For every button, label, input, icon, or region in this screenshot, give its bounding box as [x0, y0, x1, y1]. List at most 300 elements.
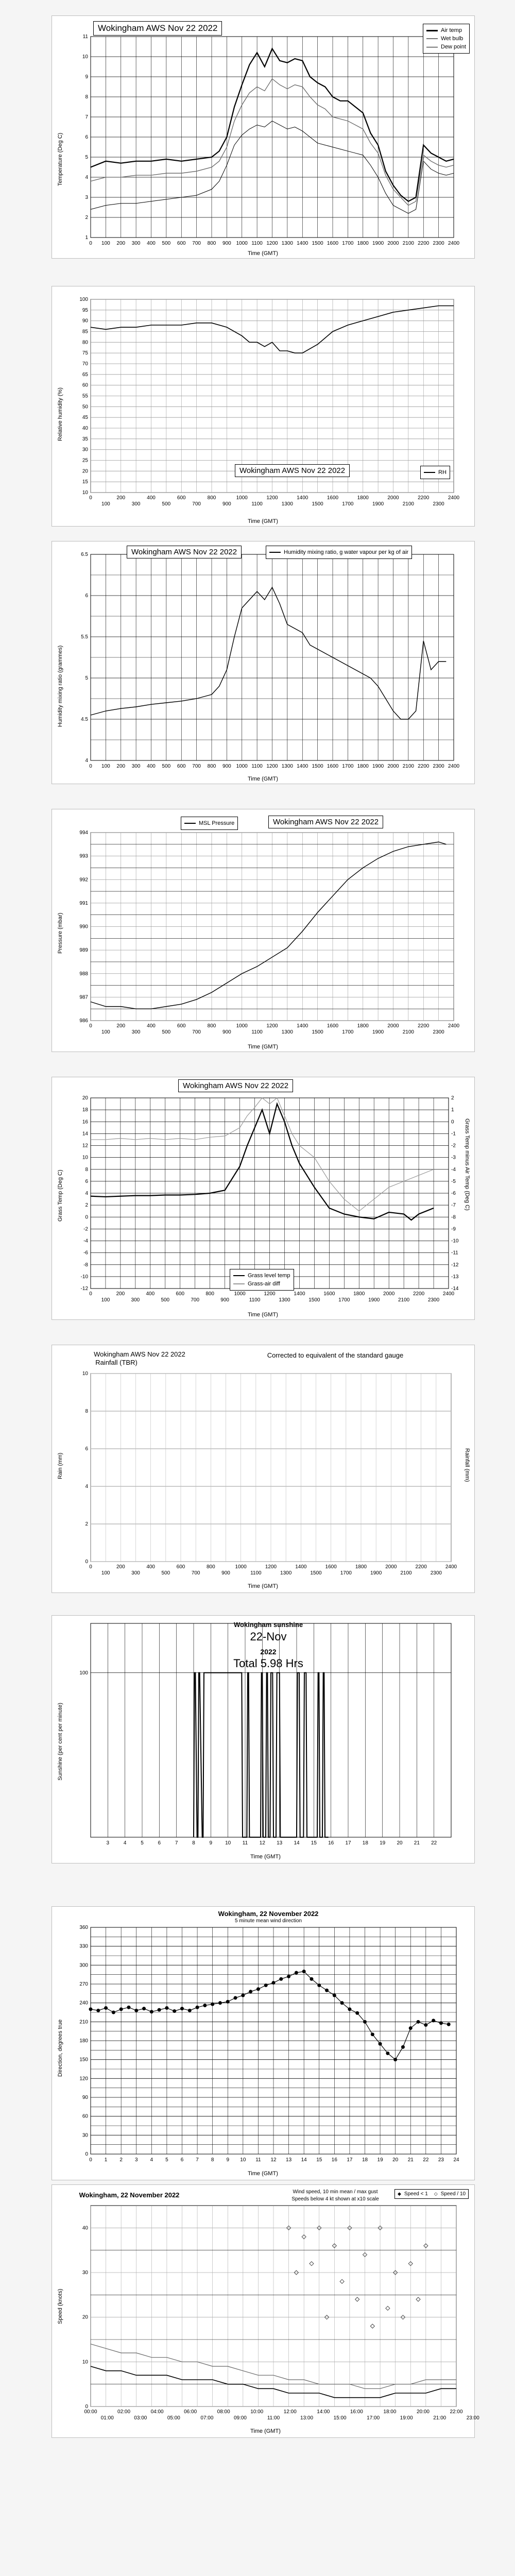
y-tick-label: 1	[85, 235, 88, 241]
x-tick-label: 12:00	[283, 2409, 297, 2415]
x-tick-label: 05:00	[167, 2415, 180, 2421]
y2-tick-label: -13	[451, 1274, 459, 1280]
temperature-x-label: Time (GMT)	[248, 250, 278, 257]
x-tick-label: 12	[259, 1840, 265, 1846]
mixing-ratio-chart-title: Wokingham AWS Nov 22 2022	[127, 546, 242, 558]
x-tick-label: 19	[380, 1840, 386, 1846]
legend-air-temp: Air temp	[426, 26, 466, 35]
humidity-legend	[420, 466, 450, 479]
x-tick-label: 400	[146, 1291, 155, 1297]
y-tick-label: 10	[82, 1371, 88, 1377]
y-tick-label: 60	[82, 382, 88, 388]
direction-point	[302, 1970, 306, 1973]
y-tick-label: -2	[83, 1226, 88, 1232]
y-tick-label: 991	[79, 900, 88, 906]
sunshine-chart-title: Wokingham sunshine	[233, 1621, 303, 1629]
y-tick-label: 2	[85, 1202, 88, 1209]
wind-direction-chart	[52, 1906, 475, 2180]
x-tick-label: 1600	[327, 764, 339, 769]
x-tick-label: 5	[141, 1840, 144, 1846]
x-tick-label: 1400	[297, 1023, 308, 1029]
x-tick-label: 1000	[236, 495, 248, 501]
y-tick-label: 10	[82, 1155, 88, 1161]
wind-speed-title: Wokingham, 22 November 2022	[79, 2191, 180, 2199]
x-tick-label: 2	[119, 2157, 123, 2163]
x-tick-label: 1200	[266, 1023, 278, 1029]
x-tick-label: 2000	[387, 495, 399, 501]
x-tick-label: 100	[101, 241, 110, 246]
x-tick-label: 100	[101, 764, 110, 769]
direction-point	[211, 2003, 214, 2006]
legend-grass-level: Grass level temp	[233, 1272, 290, 1280]
y-tick-label: 0	[85, 1559, 88, 1565]
wind-direction-y-label: Direction, degrees true	[57, 2019, 63, 2077]
y-tick-label: 14	[82, 1131, 88, 1137]
y-tick-label: 992	[79, 877, 88, 883]
x-tick-label: 1700	[338, 1297, 350, 1303]
x-tick-label: 1200	[265, 1564, 277, 1570]
y-tick-label: 100	[79, 1670, 88, 1676]
wind-speed-y-label: Speed (knots)	[57, 2289, 63, 2324]
rainfall-plot	[52, 1345, 474, 1592]
x-tick-label: 300	[131, 501, 141, 507]
x-tick-label: 900	[220, 1297, 229, 1303]
direction-point	[234, 1996, 237, 1999]
y-tick-label: 70	[82, 361, 88, 367]
x-tick-label: 500	[162, 764, 171, 769]
y-tick-label: 100	[79, 297, 88, 302]
x-tick-label: 1400	[297, 764, 308, 769]
y-tick-label: 55	[82, 393, 88, 399]
direction-point	[196, 2006, 199, 2009]
x-tick-label: 800	[207, 495, 216, 501]
direction-point	[104, 2006, 108, 2010]
x-tick-label: 0	[89, 764, 92, 769]
wind-speed-legend	[394, 2189, 469, 2199]
y-tick-label: 330	[79, 1943, 88, 1950]
y-tick-label: 2	[85, 215, 88, 221]
x-tick-label: 23	[438, 2157, 444, 2163]
x-tick-label: 1100	[249, 1297, 261, 1303]
x-tick-label: 1300	[281, 241, 293, 246]
x-tick-label: 400	[147, 764, 156, 769]
y-tick-label: 65	[82, 371, 88, 378]
x-tick-label: 2300	[433, 501, 444, 507]
y-tick-label: 18	[82, 1107, 88, 1113]
x-tick-label: 0	[89, 1564, 92, 1570]
y-tick-label: 300	[79, 1962, 88, 1969]
y-tick-label: 16	[82, 1119, 88, 1125]
x-tick-label: 2000	[387, 241, 399, 246]
legend-speed-lt-1: ◆ Speed < 1 ◇ Speed / 10	[398, 2191, 466, 2197]
x-tick-label: 4	[150, 2157, 153, 2163]
y-tick-label: 30	[82, 2132, 88, 2139]
x-tick-label: 900	[221, 1570, 230, 1576]
x-tick-label: 14:00	[317, 2409, 330, 2415]
x-tick-label: 400	[147, 241, 156, 246]
y-tick-label: 8	[85, 1409, 88, 1414]
y2-tick-label: -12	[451, 1262, 459, 1268]
x-tick-label: 600	[177, 1023, 186, 1029]
x-tick-label: 0	[89, 1023, 92, 1029]
x-tick-label: 2000	[383, 1291, 395, 1297]
x-tick-label: 13:00	[300, 2415, 314, 2421]
x-tick-label: 1600	[327, 495, 339, 501]
x-tick-label: 18	[362, 1840, 368, 1846]
sunshine-x-label: Time (GMT)	[250, 1854, 281, 1860]
direction-point	[173, 2009, 176, 2013]
x-tick-label: 500	[161, 1297, 170, 1303]
temperature-chart-title: Wokingham AWS Nov 22 2022	[93, 21, 222, 36]
x-tick-label: 800	[207, 1023, 216, 1029]
x-tick-label: 100	[101, 501, 110, 507]
x-tick-label: 1000	[236, 1023, 248, 1029]
wind-speed-chart	[52, 2184, 479, 2438]
y-tick-label: 12	[82, 1143, 88, 1149]
direction-point	[188, 2009, 192, 2012]
x-tick-label: 14	[301, 2157, 307, 2163]
x-tick-label: 01:00	[100, 2415, 114, 2421]
x-tick-label: 00:00	[84, 2409, 97, 2415]
x-tick-label: 2100	[398, 1297, 410, 1303]
humidity-chart	[52, 286, 475, 527]
y-tick-label: 10	[82, 2359, 88, 2365]
x-tick-label: 22	[423, 2157, 429, 2163]
humidity-y-label: Relative humidity (%)	[57, 387, 63, 441]
x-tick-label: 700	[192, 241, 201, 246]
x-tick-label: 800	[207, 764, 216, 769]
y-tick-label: 210	[79, 2019, 88, 2025]
y-tick-label: 5	[85, 155, 88, 160]
pressure-y-label: Pressure (mbar)	[57, 912, 63, 954]
humidity-x-label: Time (GMT)	[248, 518, 278, 524]
x-tick-label: 1900	[372, 764, 384, 769]
x-tick-label: 1300	[279, 1297, 290, 1303]
y2-tick-label: 2	[451, 1095, 454, 1101]
x-tick-label: 700	[192, 1029, 201, 1035]
wind-speed-subtitle: Wind speed, 10 min mean / max gust	[293, 2189, 378, 2195]
y-tick-label: 240	[79, 2000, 88, 2006]
y-tick-label: 6	[85, 1446, 88, 1452]
x-tick-label: 14	[294, 1840, 300, 1846]
direction-point	[127, 2006, 130, 2009]
direction-point	[317, 1984, 321, 1987]
y-tick-label: 986	[79, 1018, 88, 1024]
direction-point	[447, 2023, 451, 2026]
direction-point	[348, 2007, 351, 2011]
y-tick-label: 4	[85, 1191, 88, 1196]
y-tick-label: 90	[82, 318, 88, 324]
x-tick-label: 1900	[370, 1570, 382, 1576]
direction-point	[249, 1990, 252, 1993]
y-tick-label: 11	[82, 34, 88, 40]
x-tick-label: 2400	[442, 1291, 455, 1297]
x-tick-label: 2400	[448, 241, 460, 246]
y-tick-label: 987	[79, 994, 88, 1001]
mixing-ratio-y-label: Humidity mixing ratio (grammes)	[57, 645, 63, 727]
y-tick-label: 4.5	[81, 717, 88, 722]
direction-point	[218, 2001, 222, 2005]
direction-point	[439, 2021, 443, 2025]
direction-point	[134, 2009, 138, 2012]
x-tick-label: 800	[205, 1291, 215, 1297]
y-tick-label: 40	[82, 2225, 88, 2231]
x-tick-label: 1200	[266, 495, 278, 501]
y-tick-label: 60	[82, 2113, 88, 2120]
y2-tick-label: -3	[451, 1155, 456, 1161]
y-tick-label: -12	[80, 1286, 88, 1292]
x-tick-label: 16	[328, 1840, 334, 1846]
x-tick-label: 800	[207, 241, 216, 246]
y2-tick-label: -9	[451, 1226, 456, 1232]
direction-point	[96, 2009, 100, 2012]
direction-point	[165, 2006, 168, 2010]
rain-y2-label: Rainfall (mm)	[464, 1448, 470, 1482]
y-tick-label: 35	[82, 436, 88, 442]
x-tick-label: 2100	[402, 241, 414, 246]
x-tick-label: 7	[175, 1840, 178, 1846]
y-tick-label: 7	[85, 114, 88, 120]
y-tick-label: 5.5	[81, 634, 88, 640]
wind-direction-subtitle: 5 minute mean wind direction	[234, 1918, 302, 1924]
x-tick-label: 2100	[402, 1029, 414, 1035]
direction-point	[424, 2023, 427, 2027]
y-tick-label: 20	[82, 468, 88, 474]
x-tick-label: 2400	[448, 495, 460, 501]
x-tick-label: 1700	[342, 241, 354, 246]
legend-msl-pressure: MSL Pressure	[184, 819, 234, 827]
sunshine-y-label: Sunshine (per cent per minute)	[57, 1702, 63, 1781]
x-tick-label: 2000	[387, 1023, 399, 1029]
y-tick-label: -6	[83, 1250, 88, 1256]
x-tick-label: 1700	[342, 1029, 354, 1035]
x-tick-label: 1300	[281, 1029, 293, 1035]
y-tick-label: 85	[82, 329, 88, 335]
y2-tick-label: -2	[451, 1143, 456, 1149]
wind-direction-title: Wokingham, 22 November 2022	[218, 1910, 319, 1918]
x-tick-label: 11	[255, 2157, 261, 2163]
y-tick-label: 360	[79, 1925, 88, 1930]
y-tick-label: 80	[82, 340, 88, 346]
x-tick-label: 08:00	[217, 2409, 230, 2415]
x-tick-label: 2000	[385, 1564, 397, 1570]
x-tick-label: 300	[131, 1570, 140, 1576]
x-tick-label: 200	[116, 1023, 126, 1029]
x-tick-label: 500	[162, 501, 171, 507]
x-tick-label: 1100	[251, 764, 263, 769]
x-tick-label: 2300	[433, 241, 444, 246]
x-tick-label: 5	[165, 2157, 168, 2163]
x-tick-label: 10:00	[250, 2409, 264, 2415]
x-tick-label: 900	[222, 1029, 231, 1035]
x-tick-label: 21:00	[433, 2415, 447, 2421]
x-tick-label: 1000	[236, 241, 248, 246]
y-tick-label: 45	[82, 415, 88, 421]
y-tick-label: 0	[85, 1214, 88, 1221]
direction-point	[371, 2032, 374, 2036]
x-tick-label: 1400	[297, 495, 308, 501]
pressure-chart	[52, 809, 475, 1052]
y-tick-label: -10	[80, 1274, 88, 1280]
y-tick-label: 6.5	[81, 552, 88, 557]
direction-point	[279, 1977, 283, 1981]
y-tick-label: 989	[79, 947, 88, 954]
x-tick-label: 1800	[355, 1564, 367, 1570]
x-tick-label: 700	[191, 1570, 200, 1576]
x-tick-label: 1700	[340, 1570, 352, 1576]
x-tick-label: 10	[225, 1840, 231, 1846]
y2-tick-label: -5	[451, 1178, 456, 1184]
x-tick-label: 100	[101, 1029, 110, 1035]
x-tick-label: 900	[222, 501, 231, 507]
wind-speed-plot	[52, 2185, 479, 2437]
direction-point	[355, 2011, 359, 2015]
grass-chart-title: Wokingham AWS Nov 22 2022	[178, 1079, 293, 1092]
y-tick-label: -8	[83, 1262, 88, 1268]
y-tick-label: 50	[82, 404, 88, 410]
y2-tick-label: -4	[451, 1166, 456, 1173]
sunshine-total: Total 5.98 Hrs	[233, 1657, 303, 1670]
x-tick-label: 500	[162, 241, 171, 246]
x-tick-label: 0	[89, 241, 92, 246]
y-tick-label: 9	[85, 74, 88, 80]
x-tick-label: 200	[116, 1564, 125, 1570]
x-tick-label: 6	[158, 1840, 161, 1846]
y-tick-label: 8	[85, 94, 88, 100]
x-tick-label: 1600	[327, 1023, 339, 1029]
legend-dew-point: Dew point	[426, 43, 466, 51]
mixing-ratio-x-label: Time (GMT)	[248, 776, 278, 782]
x-tick-label: 1800	[357, 241, 369, 246]
direction-point	[417, 2020, 420, 2024]
x-tick-label: 1300	[281, 501, 293, 507]
x-tick-label: 07:00	[200, 2415, 214, 2421]
x-tick-label: 1700	[342, 501, 354, 507]
y2-tick-label: -6	[451, 1191, 456, 1196]
x-tick-label: 21	[407, 2157, 414, 2163]
y2-tick-label: -11	[451, 1250, 458, 1256]
temperature-legend	[423, 24, 470, 54]
wind-speed-x-label: Time (GMT)	[250, 2428, 281, 2434]
x-tick-label: 15	[311, 1840, 317, 1846]
direction-point	[333, 1994, 336, 1997]
direction-point	[264, 1984, 268, 1987]
x-tick-label: 20	[397, 1840, 403, 1846]
y-tick-label: 0	[85, 2404, 88, 2410]
x-tick-label: 17	[347, 2157, 353, 2163]
direction-point	[325, 1989, 329, 1992]
x-tick-label: 13	[286, 2157, 292, 2163]
x-tick-label: 1300	[280, 1570, 292, 1576]
y-tick-label: 10	[82, 54, 88, 60]
pressure-x-label: Time (GMT)	[248, 1044, 278, 1050]
x-tick-label: 1500	[308, 1297, 320, 1303]
y-tick-label: 4	[85, 1484, 88, 1489]
x-tick-label: 1500	[312, 764, 323, 769]
y-tick-label: 25	[82, 457, 88, 464]
x-tick-label: 4	[123, 1840, 127, 1846]
x-tick-label: 600	[177, 495, 186, 501]
direction-point	[295, 1971, 298, 1975]
x-tick-label: 3	[106, 1840, 110, 1846]
x-tick-label: 1700	[342, 764, 354, 769]
direction-point	[241, 1994, 245, 1997]
x-tick-label: 18:00	[383, 2409, 397, 2415]
y-tick-label: 40	[82, 426, 88, 431]
x-tick-label: 1000	[234, 1291, 246, 1297]
humidity-chart-title: Wokingham AWS Nov 22 2022	[235, 464, 350, 477]
temperature-y-label: Temperature (Deg C)	[57, 132, 63, 186]
x-tick-label: 600	[177, 241, 186, 246]
temperature-chart	[52, 15, 475, 259]
direction-point	[409, 2026, 413, 2030]
x-tick-label: 2400	[448, 1023, 460, 1029]
x-tick-label: 500	[162, 1029, 171, 1035]
direction-point	[386, 2052, 389, 2055]
x-tick-label: 17:00	[367, 2415, 380, 2421]
direction-point	[287, 1975, 290, 1978]
x-tick-label: 9	[226, 2157, 230, 2163]
x-tick-label: 1300	[281, 764, 293, 769]
x-tick-label: 1900	[368, 1297, 380, 1303]
x-tick-label: 8	[192, 1840, 195, 1846]
legend-rh: RH	[424, 468, 447, 477]
y-tick-label: 75	[82, 350, 88, 357]
x-tick-label: 8	[211, 2157, 214, 2163]
direction-point	[89, 2007, 93, 2011]
x-tick-label: 1200	[266, 764, 278, 769]
mixing-ratio-legend	[266, 546, 412, 559]
x-tick-label: 900	[222, 764, 231, 769]
x-tick-label: 24	[453, 2157, 459, 2163]
y2-tick-label: -8	[451, 1214, 456, 1221]
y-tick-label: 10	[82, 490, 88, 496]
x-tick-label: 1900	[372, 1029, 384, 1035]
x-tick-label: 7	[196, 2157, 199, 2163]
x-tick-label: 9	[209, 1840, 213, 1846]
y-tick-label: 15	[82, 479, 88, 485]
x-tick-label: 21	[414, 1840, 420, 1846]
x-tick-label: 300	[131, 241, 141, 246]
x-tick-label: 700	[192, 764, 201, 769]
wind-direction-plot	[52, 1907, 474, 2180]
x-tick-label: 100	[101, 1570, 110, 1576]
x-tick-label: 0	[89, 2157, 92, 2163]
rain-x-label: Time (GMT)	[248, 1583, 278, 1589]
x-tick-label: 0	[89, 495, 92, 501]
x-tick-label: 13	[277, 1840, 283, 1846]
grass-temp-chart	[52, 1077, 475, 1320]
y-tick-label: 90	[82, 2095, 88, 2100]
x-tick-label: 1500	[312, 241, 323, 246]
x-tick-label: 2200	[418, 241, 430, 246]
direction-point	[112, 2011, 115, 2014]
y-tick-label: 993	[79, 853, 88, 859]
x-tick-label: 2300	[427, 1297, 440, 1303]
y-tick-label: 6	[85, 134, 88, 140]
x-tick-label: 600	[176, 1564, 185, 1570]
direction-point	[401, 2045, 405, 2049]
x-tick-label: 11:00	[267, 2415, 280, 2421]
legend-mixing-ratio: Humidity mixing ratio, g water vapour per kg of air	[269, 548, 408, 556]
x-tick-label: 1100	[250, 1570, 262, 1576]
legend-wet-bulb: Wet bulb	[426, 35, 466, 43]
grass-legend	[230, 1269, 294, 1291]
mixing-ratio-chart	[52, 541, 475, 784]
rain-chart-note: Corrected to equivalent of the standard gauge	[267, 1351, 404, 1359]
x-tick-label: 2200	[415, 1564, 427, 1570]
x-tick-label: 22:00	[450, 2409, 463, 2415]
